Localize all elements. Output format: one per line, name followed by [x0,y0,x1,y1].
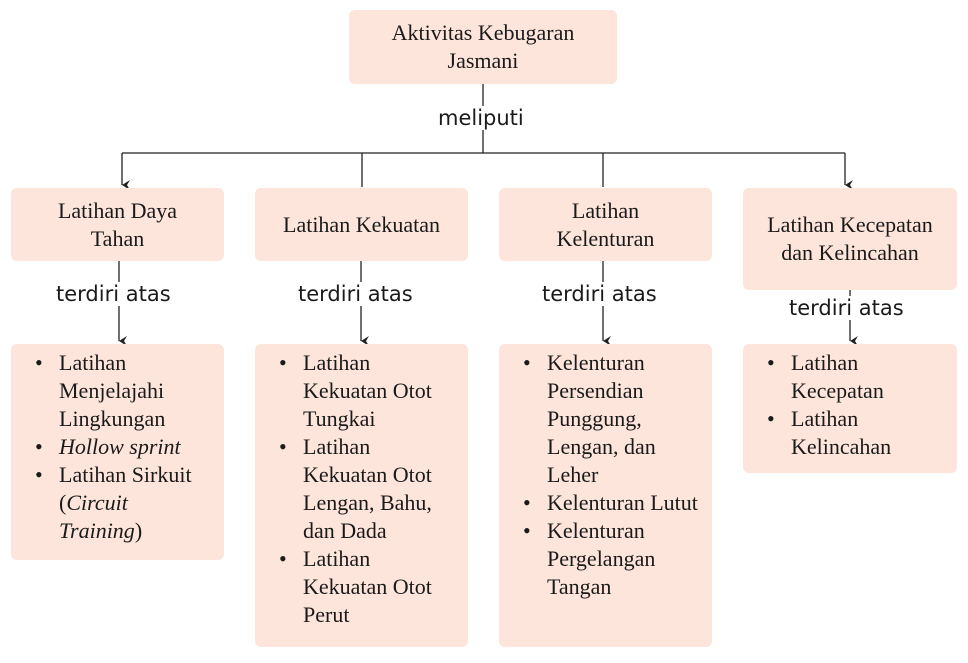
list-item: • Kelenturan Pergelangan Tangan [547,517,702,601]
list-item-text: ) [134,518,143,543]
root-title-line1: Aktivitas Kebugaran [391,20,575,45]
category-kecepatan-kelincahan [743,188,957,290]
list-item: • Latihan Kelincahan [791,405,947,461]
category-title: Latihan Kelenturan [556,197,655,251]
category-daya-tahan [11,188,224,261]
list-item [59,461,214,545]
list-item: • Latihan Kekuatan Otot Lengan, Bahu, dan Dada [303,433,458,545]
list-daya-tahan [11,344,224,560]
list-item: • Kelenturan Lutut [547,489,702,517]
root-title-line2: Jasmani [447,48,519,73]
list-item-text: Latihan Sirkuit ( [59,462,192,515]
list-kelenturan [499,344,712,647]
edge-label-kecepatan: terdiri atas [789,296,904,320]
category-kelenturan [499,188,712,261]
edge-label-kelenturan: terdiri atas [542,282,657,306]
list-item [59,433,214,461]
list-item-italic: Hollow sprint [59,434,181,459]
list-item: • Latihan Kekuatan Otot Perut [303,545,458,629]
root-node [349,10,617,84]
list-kecepatan-kelincahan [743,344,957,473]
list-item: • Latihan Kekuatan Otot Tungkai [303,349,458,433]
list-item: • Latihan Kecepatan [791,349,947,405]
category-kekuatan [255,188,468,261]
list-kekuatan [255,344,468,647]
edge-label-kekuatan: terdiri atas [298,282,413,306]
category-title: Latihan Daya Tahan [57,197,178,251]
root-edge-label: meliputi [438,106,524,130]
list-item-italic: Circuit Training [59,490,135,543]
category-title: Latihan Kekuatan [283,211,440,237]
list-item: • Latihan Menjelajahi Lingkungan [59,349,214,433]
category-title: Latihan Kecepatan dan Kelincahan [767,212,933,265]
list-item: • Kelenturan Persendian Punggung, Lengan, dan Leher [547,349,702,489]
edge-label-daya-tahan: terdiri atas [56,282,171,306]
